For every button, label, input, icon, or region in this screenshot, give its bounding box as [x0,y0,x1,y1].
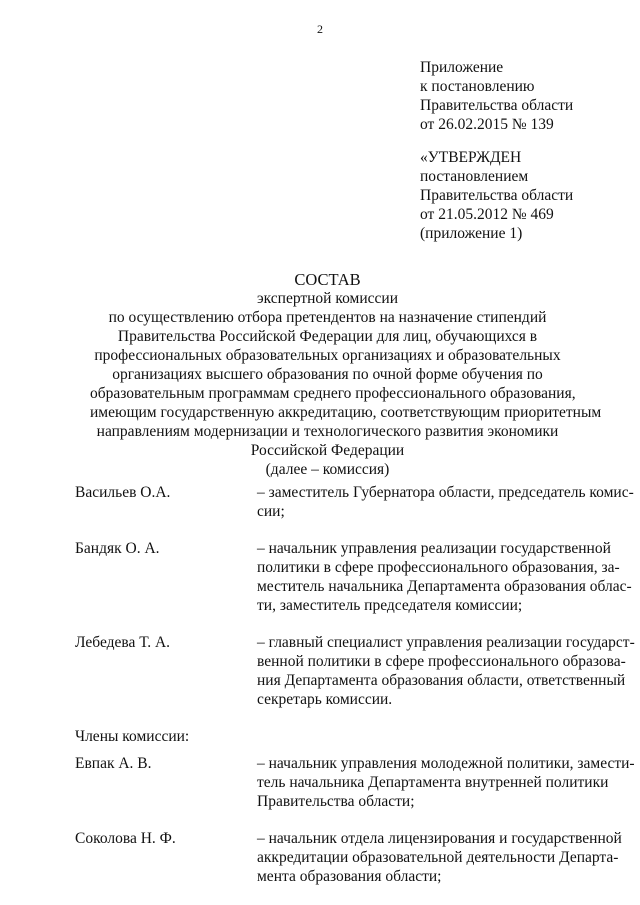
member-duty [257,829,625,886]
duty-line: – начальник управления реализации государственной [257,540,611,557]
duty-line: мента образования области; [257,868,442,885]
page-number: 2 [317,22,323,36]
duty-line: политики в сфере профессионального образования, за- [257,559,620,576]
member-row [75,483,634,521]
member-duty [257,633,635,709]
duty-line: Правительства области; [257,793,415,810]
member-name: Васильев О.А. [75,484,171,501]
approval-line: постановлением [420,168,529,185]
approval-stamp-text [420,148,630,243]
duty-line: – главный специалист управления реализации государст- [257,634,635,651]
duty-line: венной политики в сфере профессионального образова- [257,653,626,670]
duty-line: – начальник управления молодежной политики, замести- [257,755,635,772]
title-line: (далее – комиссия) [265,461,390,478]
title-line: направлениям модернизации и технологического развития экономики [96,423,559,440]
title-line: по осуществлению отбора претендентов на назначение стипендий [108,309,547,326]
appendix-line: Приложение [420,59,504,76]
member-row [75,754,635,811]
duty-line: тель начальника Департамента внутренней политики [257,774,609,791]
title-line: образовательным программам среднего профессионального образования, [90,385,576,402]
title-line: экспертной комиссии [256,290,399,307]
duty-line: – заместитель Губернатора области, председатель комис- [257,484,634,501]
member-duty [257,483,634,521]
member-name: Соколова Н. Ф. [75,830,176,847]
title-line: имеющим государственную аккредитацию, соответствующим приоритетным [90,404,602,421]
document-title [90,270,602,479]
member-row [75,829,630,886]
title-line: Правительства Российской Федерации для лиц, обучающихся в [117,328,538,345]
members-section-label: Члены комиссии: [75,728,190,745]
member-row [75,539,630,615]
member-duty [257,754,635,811]
duty-line: меститель начальника Департамента образования облас- [257,578,632,595]
approval-line: от 21.05.2012 № 469 [420,206,554,223]
member-name: Евпак А. В. [75,755,152,772]
duty-line: ти, заместитель председателя комиссии; [257,597,523,614]
duty-line: – начальник отдела лицензирования и государственной [257,830,622,847]
approval-line: Правительства области [420,187,574,204]
approval-line: «УТВЕРЖДЕН [420,149,522,166]
approval-line: (приложение 1) [420,225,523,242]
duty-line: секретарь комиссии. [257,691,393,708]
duty-line: сии; [257,503,285,520]
appendix-line: Правительства области [420,97,574,114]
duty-line: аккредитации образовательной деятельности Департа- [257,849,619,866]
member-row [75,633,635,709]
member-name: Лебедева Т. А. [75,634,171,651]
member-name: Бандяк О. А. [75,540,160,557]
appendix-line: к постановлению [420,78,535,95]
title-line: организациях высшего образования по очной форме обучения по [112,366,543,383]
appendix-line: от 26.02.2015 № 139 [420,116,554,133]
member-duty [257,539,632,615]
title-heading: СОСТАВ [294,270,361,289]
duty-line: ния Департамента образования области, ответственный [257,672,626,689]
commission-list [75,483,635,886]
appendix-header [420,58,630,134]
title-line: профессиональных образовательных организациях и образовательных [94,347,561,364]
title-line: Российской Федерации [250,442,405,459]
